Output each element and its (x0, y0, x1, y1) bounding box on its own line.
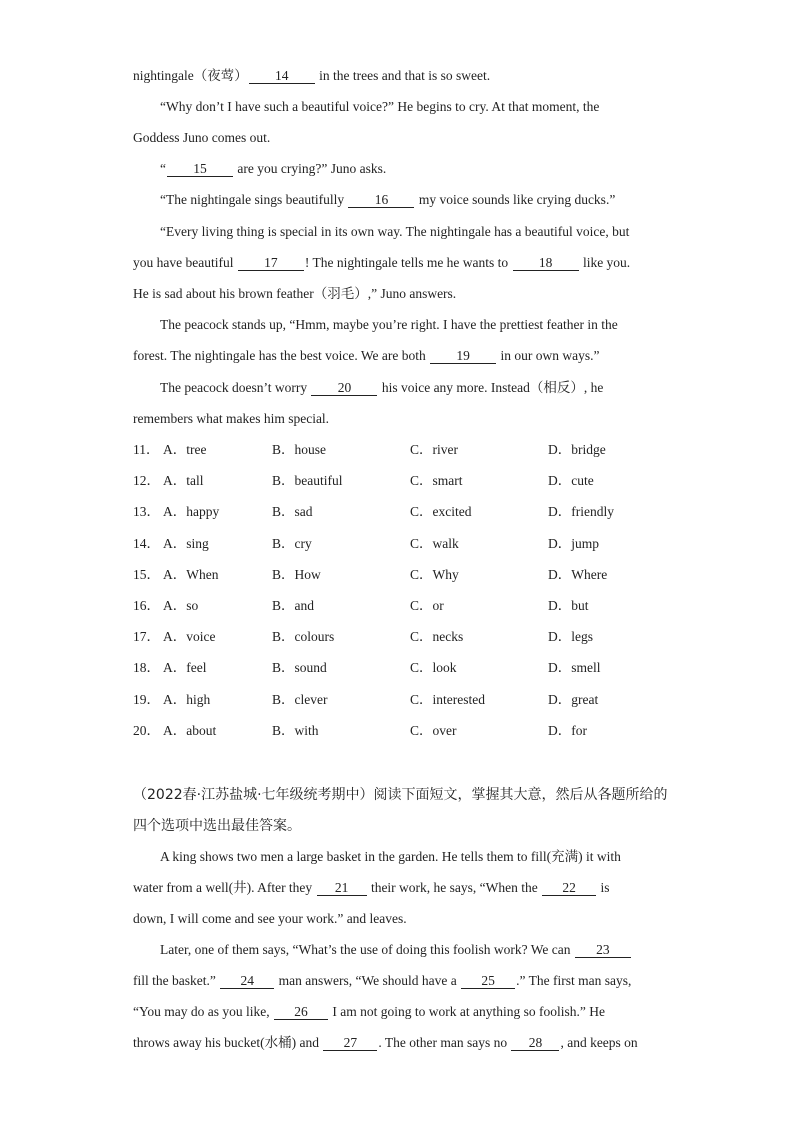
option-d[interactable]: D．legs (548, 629, 593, 644)
blank-17[interactable]: 17 (238, 255, 304, 271)
passage-line: Goddess Juno comes out. (133, 130, 271, 145)
question-number: 16． (133, 598, 160, 613)
passage-line: “Every living thing is special in its own way. The nightingale has a beautiful voice, but (160, 224, 630, 239)
blank-18[interactable]: 18 (513, 255, 579, 271)
blank-24[interactable]: 24 (220, 973, 274, 989)
passage-line: you have beautiful 17 ! The nightingale tells me he wants to 18 like you. (133, 255, 631, 270)
blank-28[interactable]: 28 (511, 1035, 559, 1051)
question-row (133, 472, 693, 490)
option-d[interactable]: D．jump (548, 536, 600, 551)
question-row (133, 441, 693, 459)
passage-line: “ 15 are you crying?” Juno asks. (160, 161, 387, 176)
option-d[interactable]: D．for (548, 723, 587, 738)
option-b[interactable]: B．with (272, 723, 319, 738)
blank-26[interactable]: 26 (274, 1004, 328, 1020)
question-row (133, 659, 693, 677)
option-d[interactable]: D．cute (548, 473, 594, 488)
option-d[interactable]: D．but (548, 598, 589, 613)
option-b[interactable]: B．clever (272, 692, 328, 707)
passage-line: He is sad about his brown feather（羽毛）,” Juno answers. (133, 286, 457, 301)
passage-line: remembers what makes him special. (133, 411, 330, 426)
passage-line: “The nightingale sings beautifully 16 my voice sounds like crying ducks.” (160, 192, 616, 207)
option-c[interactable]: C．smart (410, 473, 463, 488)
question-number: 11． (133, 442, 160, 457)
option-a[interactable]: A．so (163, 598, 199, 613)
section-source-heading: （2022春·江苏盐城·七年级统考期中）阅读下面短文，掌握其大意，然后从各题所给的 (133, 787, 668, 803)
passage-line: forest. The nightingale has the best voice. We are both 19 in our own ways.” (133, 348, 600, 363)
question-row (133, 535, 693, 553)
question-number: 20． (133, 723, 160, 738)
passage-line: “Why don’t I have such a beautiful voice?” He begins to cry. At that moment, the (160, 99, 600, 114)
option-b[interactable]: B．How (272, 567, 321, 582)
option-a[interactable]: A．sing (163, 536, 209, 551)
option-c[interactable]: C．necks (410, 629, 464, 644)
option-b[interactable]: B．and (272, 598, 314, 613)
passage-line: throws away his bucket(水桶) and 27 . The other man says no 28 , and keeps on (133, 1035, 638, 1050)
option-a[interactable]: A．tree (163, 442, 207, 457)
option-c[interactable]: C．Why (410, 567, 459, 582)
question-number: 17． (133, 629, 160, 644)
option-c[interactable]: C．or (410, 598, 444, 613)
option-c[interactable]: C．walk (410, 536, 459, 551)
option-b[interactable]: B．colours (272, 629, 335, 644)
option-a[interactable]: A．happy (163, 504, 220, 519)
option-d[interactable]: D．smell (548, 660, 601, 675)
blank-15[interactable]: 15 (167, 161, 233, 177)
blank-22[interactable]: 22 (542, 880, 596, 896)
option-a[interactable]: A．tall (163, 473, 204, 488)
passage-line: The peacock stands up, “Hmm, maybe you’re right. I have the prettiest feather in the (160, 317, 618, 332)
option-b[interactable]: B．beautiful (272, 473, 343, 488)
question-number: 19． (133, 692, 160, 707)
question-number: 14． (133, 536, 160, 551)
option-b[interactable]: B．sound (272, 660, 327, 675)
question-row (133, 566, 693, 584)
question-row (133, 628, 693, 646)
option-a[interactable]: A．high (163, 692, 211, 707)
question-row (133, 691, 693, 709)
passage-line: down, I will come and see your work.” and leaves. (133, 911, 407, 926)
blank-20[interactable]: 20 (311, 380, 377, 396)
question-row (133, 503, 693, 521)
blank-19[interactable]: 19 (430, 348, 496, 364)
option-b[interactable]: B．sad (272, 504, 313, 519)
passage-line: Later, one of them says, “What’s the use of doing this foolish work? We can 23 (160, 941, 632, 959)
question-row (133, 722, 693, 740)
passage-line: “You may do as you like, 26 I am not going to work at anything so foolish.” He (133, 1004, 605, 1019)
option-a[interactable]: A．When (163, 567, 219, 582)
question-number: 18． (133, 660, 160, 675)
option-d[interactable]: D．great (548, 692, 599, 707)
option-c[interactable]: C．over (410, 723, 457, 738)
option-c[interactable]: C．look (410, 660, 457, 675)
question-number: 13． (133, 504, 160, 519)
blank-21[interactable]: 21 (317, 880, 367, 896)
question-number: 12． (133, 473, 160, 488)
passage-line: fill the basket.” 24 man answers, “We should have a 25 .” The first man says, (133, 973, 632, 988)
blank-27[interactable]: 27 (323, 1035, 377, 1051)
question-row (133, 597, 693, 615)
option-d[interactable]: D．Where (548, 567, 608, 582)
question-number: 15． (133, 567, 160, 582)
option-b[interactable]: B．cry (272, 536, 312, 551)
section-instruction: 四个选项中选出最佳答案。 (133, 818, 301, 834)
blank-23[interactable]: 23 (575, 942, 631, 958)
passage-line: The peacock doesn’t worry 20 his voice any more. Instead（相反）, he (160, 380, 604, 395)
option-a[interactable]: A．feel (163, 660, 207, 675)
option-a[interactable]: A．voice (163, 629, 216, 644)
passage-line: nightingale（夜莺） 14 in the trees and that is so sweet. (133, 68, 491, 83)
blank-16[interactable]: 16 (348, 192, 414, 208)
option-d[interactable]: D．friendly (548, 504, 614, 519)
option-c[interactable]: C．excited (410, 504, 472, 519)
passage-line: water from a well(井). After they 21 their work, he says, “When the 22 is (133, 880, 610, 895)
option-c[interactable]: C．interested (410, 692, 485, 707)
option-a[interactable]: A．about (163, 723, 217, 738)
blank-14[interactable]: 14 (249, 68, 315, 84)
option-c[interactable]: C．river (410, 442, 458, 457)
passage-line: A king shows two men a large basket in the garden. He tells them to fill(充满) it with (160, 849, 621, 864)
blank-25[interactable]: 25 (461, 973, 515, 989)
option-d[interactable]: D．bridge (548, 442, 606, 457)
option-b[interactable]: B．house (272, 442, 326, 457)
